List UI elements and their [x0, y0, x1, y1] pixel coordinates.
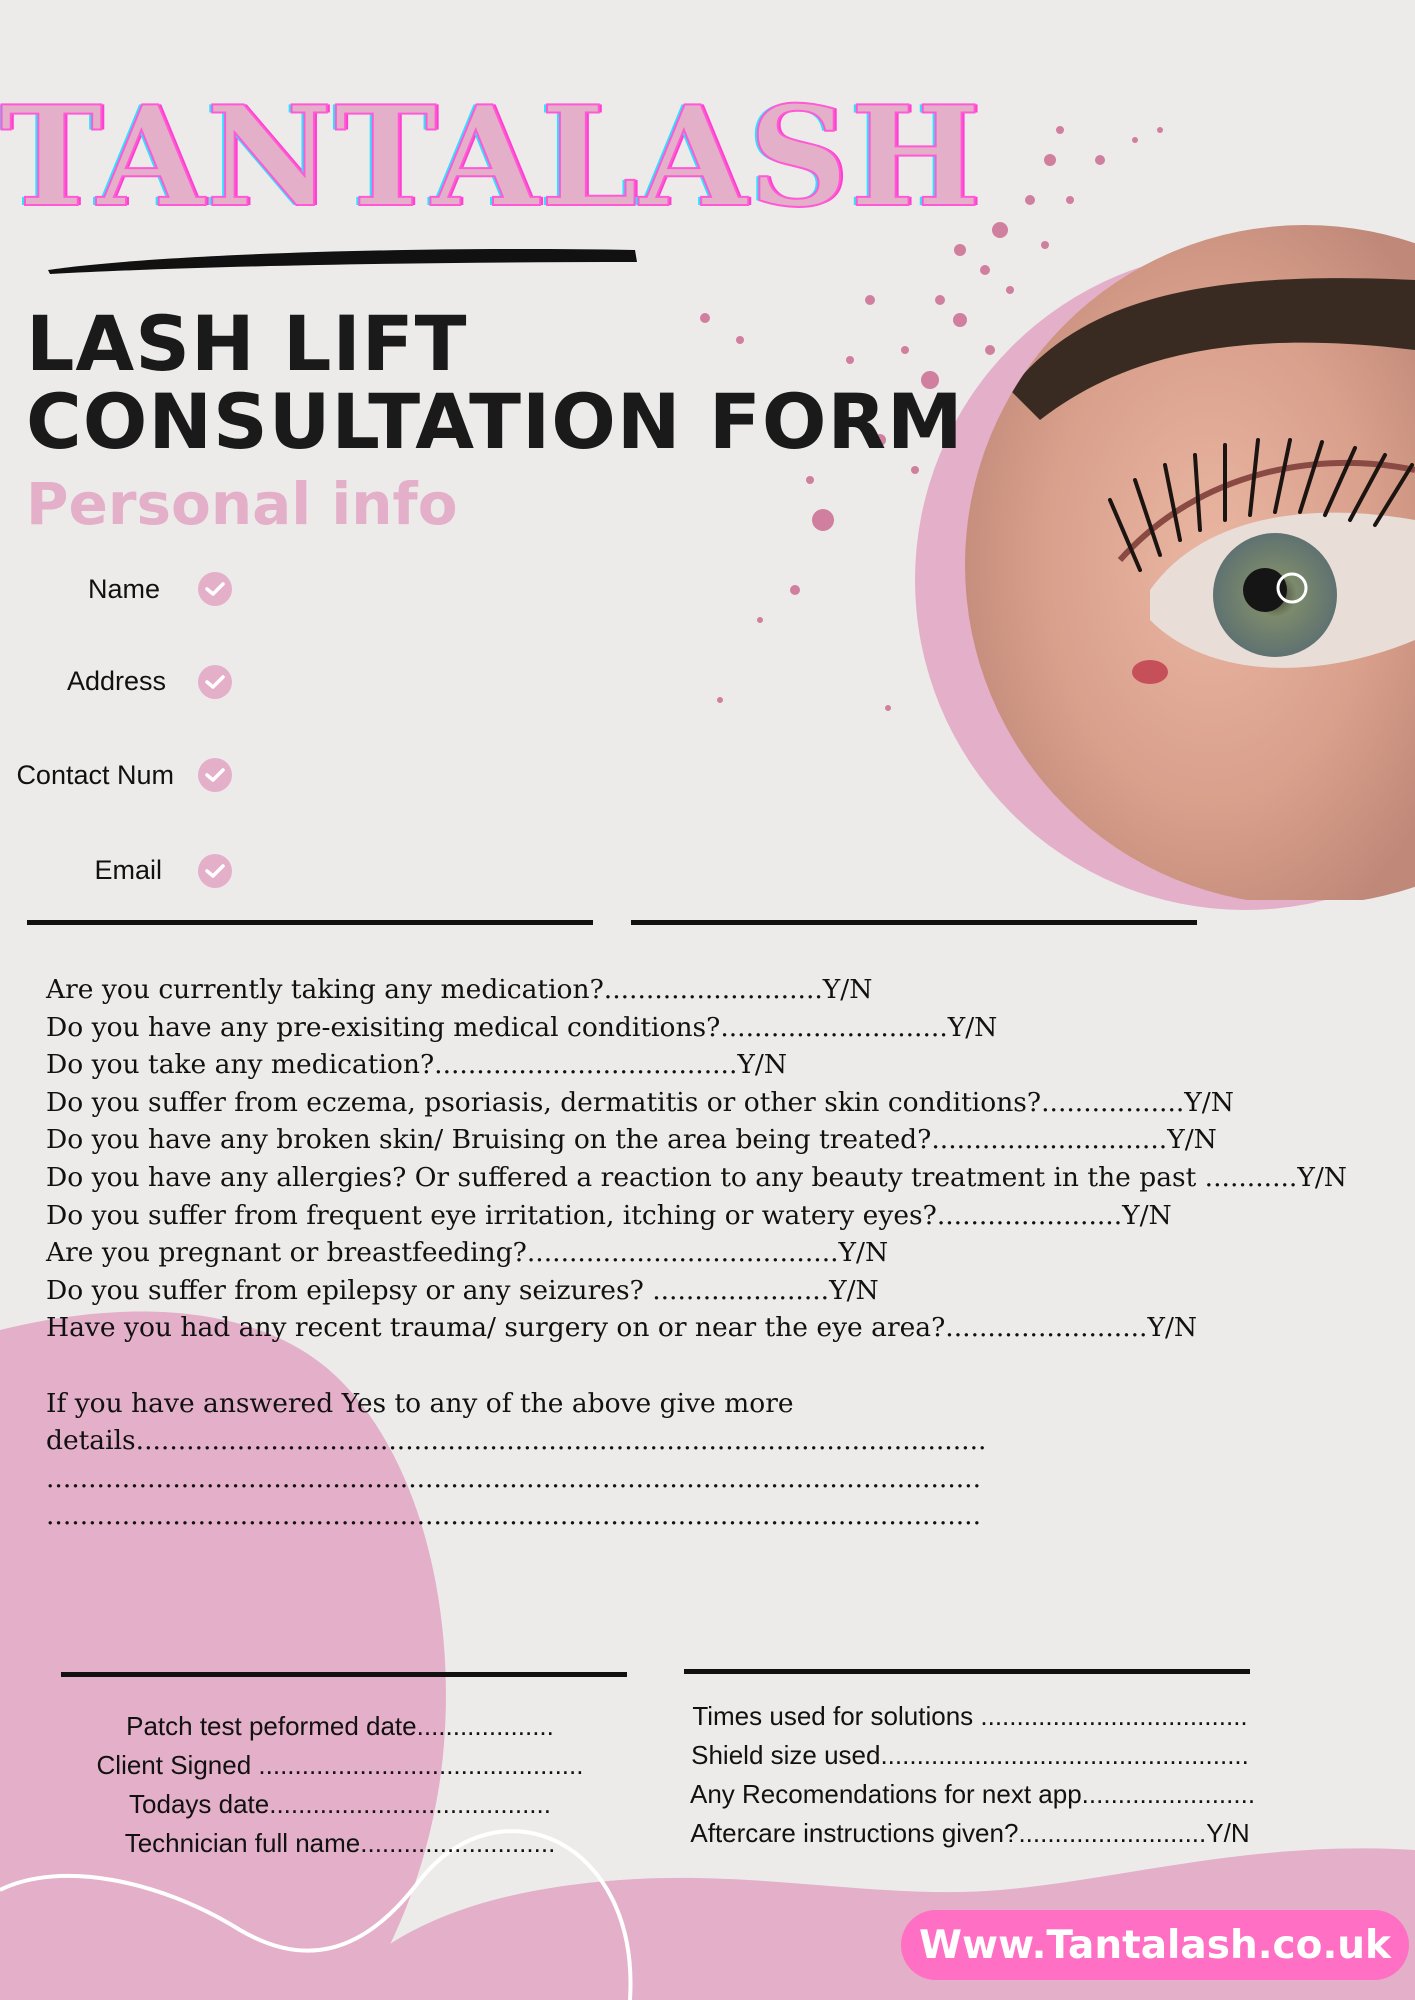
times-used: Times used for solutions ..................................... [692, 1701, 1248, 1731]
question: Have you had any recent trauma/ surgery on or near the eye area?........................Y/N [46, 1312, 1198, 1344]
question: Do you take any medication?....................................Y/N [46, 1049, 788, 1081]
details-line: details..................................................................................................... [46, 1425, 987, 1457]
technician-record-left [60, 1707, 620, 1863]
field-label-email: Email [94, 855, 162, 885]
technician-record-right [690, 1697, 1256, 1853]
divider [631, 920, 1197, 925]
divider [684, 1669, 1250, 1674]
check-circle-icon [198, 665, 232, 699]
recommendations: Any Recomendations for next app........................ [690, 1779, 1256, 1809]
field-label-contact: Contact Num [16, 760, 174, 790]
details-line: ............................................................................................................... [46, 1462, 982, 1494]
check-circle-icon [198, 758, 232, 792]
question: Do you have any pre-exisiting medical conditions?...........................Y/N [46, 1011, 998, 1043]
field-label-address: Address [66, 666, 166, 696]
field-label-name: Name [87, 574, 160, 604]
question: Do you have any allergies? Or suffered a reaction to any beauty treatment in the past ...........Y/N [46, 1161, 1347, 1193]
divider [61, 1672, 627, 1677]
website-link[interactable]: Www.Tantalash.co.uk [901, 1910, 1409, 1980]
patch-test-date: Patch test peformed date................... [126, 1711, 554, 1741]
check-circle-icon [198, 572, 232, 606]
question: Do you suffer from frequent eye irritation, itching or watery eyes?......................Y/N [46, 1199, 1172, 1231]
details-line: ............................................................................................................... [46, 1500, 982, 1532]
title-line-1: LASH LIFT [26, 299, 468, 388]
question: Do you suffer from epilepsy or any seizures? .....................Y/N [46, 1274, 879, 1306]
divider [27, 920, 593, 925]
section-heading: Personal info [26, 470, 458, 538]
check-circle-icon [198, 854, 232, 888]
title-line-2: CONSULTATION FORM [26, 377, 964, 466]
details-prompt: If you have answered Yes to any of the above give more [46, 1387, 794, 1419]
question: Are you currently taking any medication?..........................Y/N [46, 974, 873, 1005]
technician-name: Technician full name........................... [124, 1828, 556, 1858]
question: Do you have any broken skin/ Bruising on the area being treated?............................Y/N [46, 1124, 1217, 1156]
question: Are you pregnant or breastfeeding?.....................................Y/N [46, 1237, 889, 1269]
brand-logo: TANTALASH [0, 75, 983, 238]
aftercare-given: Aftercare instructions given?..........................Y/N [690, 1818, 1250, 1848]
todays-date: Todays date....................................... [129, 1789, 551, 1819]
question: Do you suffer from eczema, psoriasis, dermatitis or other skin conditions?.................Y/N [46, 1086, 1234, 1118]
shield-size: Shield size used................................................... [691, 1740, 1249, 1770]
page-title [26, 299, 964, 466]
health-questions [46, 971, 1347, 1535]
client-signed: Client Signed ............................................. [96, 1750, 584, 1780]
